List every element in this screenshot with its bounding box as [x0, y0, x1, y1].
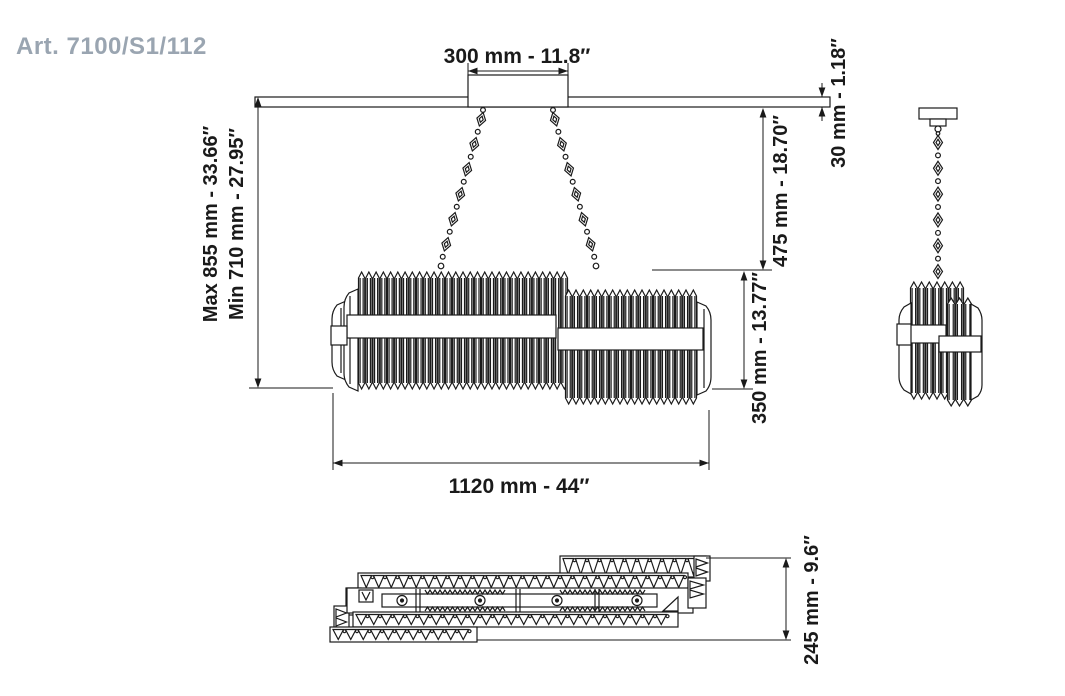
chain-ring: [468, 154, 473, 159]
chain-link: [440, 236, 452, 252]
chain-ring: [447, 229, 452, 234]
lamp-center: [635, 598, 639, 602]
chain-link: [563, 161, 576, 177]
lamp-center: [555, 598, 559, 602]
top-view: [330, 556, 710, 642]
chain-link: [454, 186, 466, 202]
front-band-left: [347, 315, 556, 338]
chain-link: [934, 265, 943, 279]
chain-link: [934, 135, 943, 149]
front-band-right: [558, 328, 703, 350]
chain-ring: [440, 254, 445, 259]
chain-link: [934, 187, 943, 201]
chain-link: [556, 136, 569, 152]
dimension-arrow: [333, 460, 343, 467]
dim-body-depth-label: 245 mm - 9.6″: [801, 535, 823, 665]
side-canopy: [919, 108, 957, 119]
chain-link: [549, 111, 562, 127]
chain-ring: [577, 204, 582, 209]
dimension-arrow: [819, 88, 826, 98]
chain-ring: [936, 256, 941, 261]
chain-ring: [454, 204, 459, 209]
dimension-arrow: [741, 271, 748, 281]
chain-link: [447, 211, 459, 227]
dim-body-width-label: 1120 mm - 44″: [448, 475, 590, 498]
side-canopy-stem: [930, 119, 946, 126]
chain-ring: [556, 129, 561, 134]
dimension-arrow: [255, 379, 262, 389]
chain-ring: [936, 230, 941, 235]
lamp-center: [400, 598, 404, 602]
chain-ring: [936, 179, 941, 184]
side-left-cap: [899, 303, 911, 394]
canopy: [468, 75, 568, 107]
dim-overall-min-height-label: Min 710 mm - 27.95″: [226, 128, 248, 320]
chain-link: [461, 161, 473, 177]
chain-link: [934, 239, 943, 253]
chain-link: [577, 211, 590, 227]
chain-ring: [585, 229, 590, 234]
chain-link: [475, 111, 487, 127]
chain-ring: [936, 153, 941, 158]
dimension-arrow: [700, 460, 710, 467]
chain-link: [570, 186, 583, 202]
lamp-center: [478, 598, 482, 602]
dimension-arrow: [819, 107, 826, 117]
drawing-title: Art. 7100/S1/112: [16, 33, 207, 60]
chain-ring: [461, 179, 466, 184]
side-view: [897, 108, 982, 406]
front-band-left-end-block: [331, 326, 347, 345]
chain-link: [934, 161, 943, 175]
dim-canopy-thickness-label: 30 mm - 1.18″: [828, 38, 850, 168]
dim-suspension-height-label: 475 mm - 18.70″: [770, 115, 792, 267]
chain-ring: [475, 129, 480, 134]
dim-canopy-width-label: 300 mm - 11.8″: [443, 45, 591, 68]
dim-overall-max-height-label: Max 855 mm - 33.66″: [200, 125, 222, 323]
canopy-hook: [481, 108, 486, 113]
side-band-offset: [939, 336, 981, 352]
dimension-arrow: [783, 558, 790, 568]
dimension-arrow: [741, 380, 748, 390]
dim-body-height-label: 350 mm - 13.77″: [749, 272, 771, 424]
body-hook: [593, 263, 599, 269]
dimension-arrow: [468, 68, 478, 75]
dimension-arrow: [760, 108, 767, 118]
canopy-hook: [551, 108, 556, 113]
chain-link: [934, 213, 943, 227]
dimension-arrow: [783, 631, 790, 641]
side-band-end-block: [897, 324, 911, 345]
chain-ring: [563, 154, 568, 159]
dimension-arrow: [559, 68, 569, 75]
chain-link: [468, 136, 480, 152]
body-hook: [438, 263, 444, 269]
chain-ring: [570, 179, 575, 184]
chain-ring: [936, 205, 941, 210]
chain-ring: [592, 254, 597, 259]
chain-link: [584, 236, 597, 252]
dimension-arrow: [760, 261, 767, 271]
